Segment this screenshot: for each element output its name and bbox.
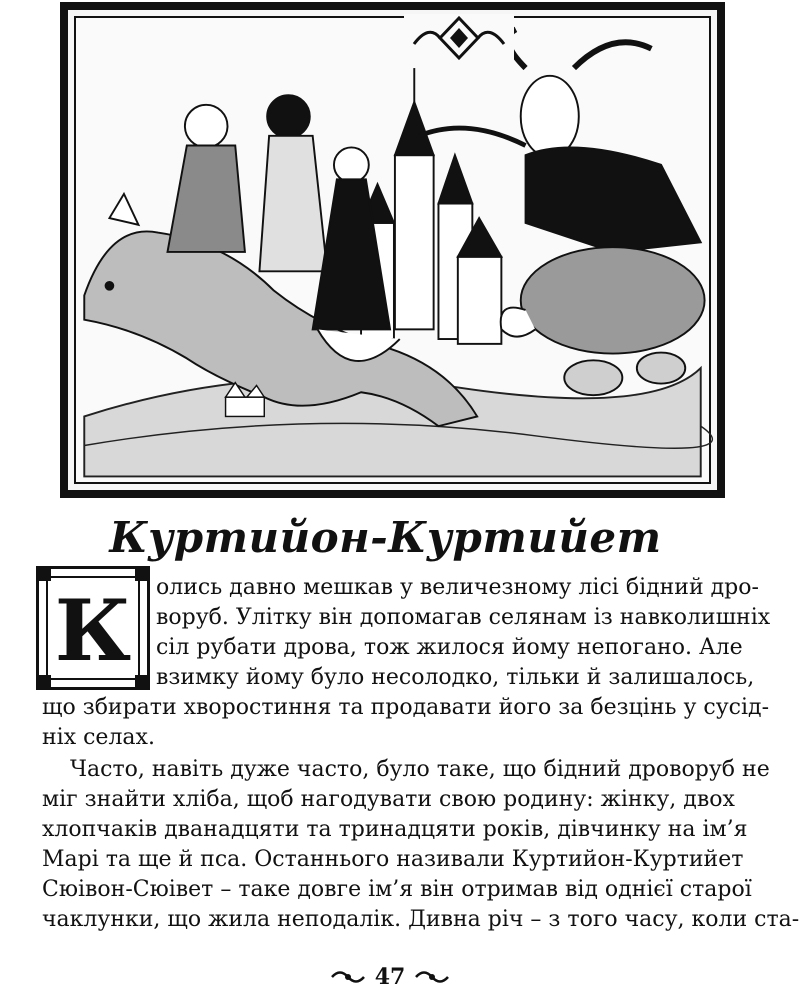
paragraph-1-line-2: воруб. Улітку він допомагав селянам із навколишніх bbox=[156, 605, 771, 630]
fleuron-right-icon bbox=[414, 968, 450, 986]
drop-cap-box bbox=[36, 566, 150, 690]
paragraph-2-line-5: Сюівон-Сюівет – таке довге ім’я він отримав від однієї старої bbox=[42, 877, 752, 902]
page-footer bbox=[330, 962, 450, 992]
paragraph-1-line-6: ніх селах. bbox=[42, 725, 155, 750]
paragraph-1-line-5: що збирати хворостиння та продавати його за безцінь у сусід- bbox=[42, 695, 770, 720]
chapter-illustration bbox=[60, 2, 725, 498]
paragraph-1-line-1: олись давно мешкав у величезному лісі бідний дро- bbox=[156, 575, 759, 600]
paragraph-2-line-4: Марі та ще й пса. Останнього називали Куртийон-Куртийет bbox=[42, 847, 744, 872]
illustration-drawing bbox=[68, 10, 717, 490]
top-ornament bbox=[404, 14, 514, 66]
paragraph-1-line-4: взимку йому було несолодко, тільки й залишалось, bbox=[156, 665, 755, 690]
chapter-title: Куртийон-Куртийет bbox=[109, 513, 662, 562]
paragraph-2-line-1: Часто, навіть дуже часто, було таке, що бідний дроворуб не bbox=[70, 757, 770, 782]
paragraph-2-line-6: чаклунки, що жила неподалік. Дивна річ – з того часу, коли ста- bbox=[42, 907, 799, 932]
page-number: 47 bbox=[374, 964, 406, 990]
fleuron-left-icon bbox=[330, 968, 366, 986]
paragraph-2-line-3: хлопчаків дванадцяти та тринадцяти років, дівчинку на ім’я bbox=[42, 817, 748, 842]
paragraph-1-line-3: сіл рубати дрова, тож жилося йому непогано. Але bbox=[156, 635, 743, 660]
turtle bbox=[501, 247, 705, 395]
drop-cap-letter: К bbox=[54, 581, 132, 680]
paragraph-2-line-2: міг знайти хліба, щоб нагодувати свою родину: жінку, двох bbox=[42, 787, 735, 812]
